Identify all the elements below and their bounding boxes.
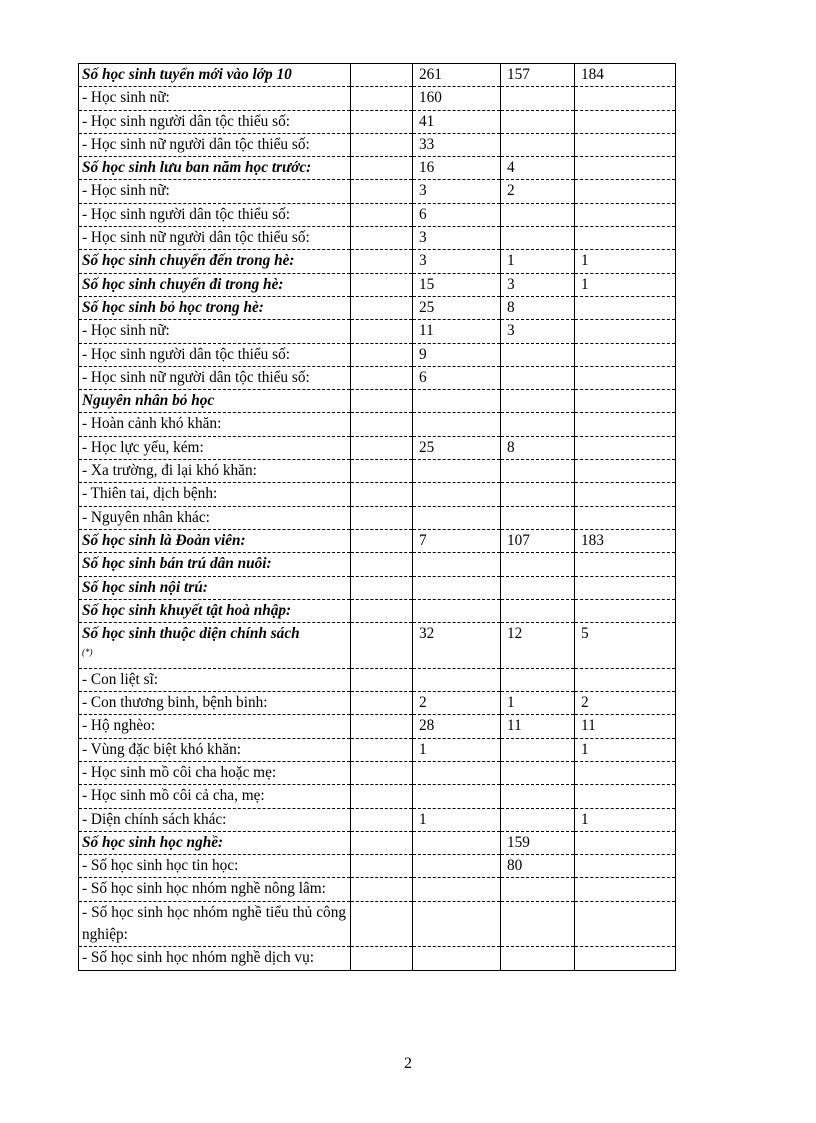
table-row bbox=[79, 413, 676, 436]
value-cell-col4: 2 bbox=[575, 692, 676, 715]
value-cell-col3 bbox=[501, 808, 575, 831]
value-cell-col2: 6 bbox=[413, 203, 501, 226]
value-cell-col4 bbox=[575, 343, 676, 366]
value-cell-col2 bbox=[413, 785, 501, 808]
value-cell-col2: 7 bbox=[413, 529, 501, 552]
row-label-text: Số học sinh là Đoàn viên: bbox=[82, 531, 246, 549]
value-cell-col1 bbox=[351, 343, 413, 366]
value-cell-col1 bbox=[351, 390, 413, 413]
value-cell-col4 bbox=[575, 227, 676, 250]
value-cell-col1 bbox=[351, 133, 413, 156]
value-cell-col4: 1 bbox=[575, 250, 676, 273]
row-label bbox=[79, 553, 351, 576]
value-cell-col2 bbox=[413, 553, 501, 576]
row-label bbox=[79, 343, 351, 366]
table-row bbox=[79, 460, 676, 483]
value-cell-col1 bbox=[351, 785, 413, 808]
value-cell-col2 bbox=[413, 761, 501, 784]
row-label bbox=[79, 180, 351, 203]
row-label-text: - Diện chính sách khác: bbox=[82, 810, 227, 828]
value-cell-col3: 3 bbox=[501, 273, 575, 296]
value-cell-col1 bbox=[351, 599, 413, 622]
row-label bbox=[79, 831, 351, 854]
value-cell-col2: 1 bbox=[413, 738, 501, 761]
row-label-text: Số học sinh bán trú dân nuôi: bbox=[82, 555, 272, 573]
value-cell-col2: 41 bbox=[413, 110, 501, 133]
table-row bbox=[79, 715, 676, 738]
value-cell-col3 bbox=[501, 901, 575, 947]
value-cell-col3: 11 bbox=[501, 715, 575, 738]
value-cell-col3 bbox=[501, 785, 575, 808]
row-label-text: - Học sinh người dân tộc thiểu số: bbox=[82, 345, 290, 363]
value-cell-col3: 4 bbox=[501, 157, 575, 180]
value-cell-col4 bbox=[575, 413, 676, 436]
value-cell-col1 bbox=[351, 460, 413, 483]
value-cell-col3: 2 bbox=[501, 180, 575, 203]
table-row bbox=[79, 506, 676, 529]
row-label bbox=[79, 413, 351, 436]
value-cell-col4 bbox=[575, 947, 676, 970]
row-label-text: Số học sinh chuyển đến trong hè: bbox=[82, 252, 295, 270]
table-row bbox=[79, 738, 676, 761]
row-label bbox=[79, 761, 351, 784]
row-label bbox=[79, 623, 351, 669]
value-cell-col4 bbox=[575, 901, 676, 947]
value-cell-col3: 12 bbox=[501, 623, 575, 669]
value-cell-col1 bbox=[351, 250, 413, 273]
value-cell-col2: 3 bbox=[413, 250, 501, 273]
value-cell-col3 bbox=[501, 366, 575, 389]
value-cell-col2 bbox=[413, 599, 501, 622]
value-cell-col3: 80 bbox=[501, 855, 575, 878]
statistics-table bbox=[78, 63, 676, 971]
row-label-text: - Nguyên nhân khác: bbox=[82, 508, 210, 526]
value-cell-col2: 32 bbox=[413, 623, 501, 669]
value-cell-col4 bbox=[575, 436, 676, 459]
value-cell-col2: 11 bbox=[413, 320, 501, 343]
value-cell-col2 bbox=[413, 413, 501, 436]
value-cell-col4 bbox=[575, 878, 676, 901]
value-cell-col4: 11 bbox=[575, 715, 676, 738]
row-label-text: - Số học sinh học nhóm nghề nông lâm: bbox=[82, 880, 326, 898]
row-label-text: Số học sinh tuyển mới vào lớp 10 bbox=[82, 66, 292, 83]
row-label bbox=[79, 157, 351, 180]
row-label bbox=[79, 273, 351, 296]
table-row bbox=[79, 623, 676, 669]
value-cell-col2 bbox=[413, 831, 501, 854]
value-cell-col4 bbox=[575, 576, 676, 599]
value-cell-col4 bbox=[575, 366, 676, 389]
value-cell-col3 bbox=[501, 460, 575, 483]
row-label-text: - Số học sinh học tin học: bbox=[82, 857, 239, 875]
table-row bbox=[79, 250, 676, 273]
value-cell-col2 bbox=[413, 460, 501, 483]
table-row bbox=[79, 529, 676, 552]
value-cell-col4 bbox=[575, 87, 676, 110]
value-cell-col3 bbox=[501, 599, 575, 622]
table-row bbox=[79, 947, 676, 970]
table-row bbox=[79, 808, 676, 831]
table-row bbox=[79, 320, 676, 343]
value-cell-col4 bbox=[575, 180, 676, 203]
value-cell-col4: 183 bbox=[575, 529, 676, 552]
value-cell-col3: 159 bbox=[501, 831, 575, 854]
row-label-text: Số học sinh thuộc diện chính sách bbox=[82, 625, 300, 643]
value-cell-col2 bbox=[413, 855, 501, 878]
row-label bbox=[79, 506, 351, 529]
footnote-marker: (*) bbox=[82, 647, 93, 658]
value-cell-col3 bbox=[501, 343, 575, 366]
value-cell-col2: 16 bbox=[413, 157, 501, 180]
row-label-text: - Con thương binh, bệnh binh: bbox=[82, 694, 268, 712]
value-cell-col3 bbox=[501, 133, 575, 156]
table-row bbox=[79, 203, 676, 226]
value-cell-col3 bbox=[501, 227, 575, 250]
value-cell-col1 bbox=[351, 831, 413, 854]
table-row bbox=[79, 761, 676, 784]
value-cell-col1 bbox=[351, 436, 413, 459]
value-cell-col3: 1 bbox=[501, 250, 575, 273]
table-row bbox=[79, 227, 676, 250]
value-cell-col3: 157 bbox=[501, 64, 575, 87]
table-row bbox=[79, 157, 676, 180]
value-cell-col4 bbox=[575, 110, 676, 133]
row-label bbox=[79, 366, 351, 389]
value-cell-col3 bbox=[501, 761, 575, 784]
value-cell-col4 bbox=[575, 761, 676, 784]
row-label bbox=[79, 87, 351, 110]
row-label-text: - Thiên tai, dịch bệnh: bbox=[82, 485, 218, 503]
value-cell-col1 bbox=[351, 366, 413, 389]
value-cell-col4 bbox=[575, 785, 676, 808]
value-cell-col2: 261 bbox=[413, 64, 501, 87]
value-cell-col1 bbox=[351, 180, 413, 203]
value-cell-col4: 5 bbox=[575, 623, 676, 669]
value-cell-col3: 1 bbox=[501, 692, 575, 715]
value-cell-col4 bbox=[575, 831, 676, 854]
value-cell-col1 bbox=[351, 87, 413, 110]
value-cell-col2: 160 bbox=[413, 87, 501, 110]
value-cell-col2 bbox=[413, 947, 501, 970]
value-cell-col1 bbox=[351, 203, 413, 226]
value-cell-col2: 33 bbox=[413, 133, 501, 156]
row-label-text: - Con liệt sĩ: bbox=[82, 670, 159, 688]
value-cell-col1 bbox=[351, 320, 413, 343]
row-label-text: - Học sinh người dân tộc thiểu số: bbox=[82, 205, 290, 223]
value-cell-col3 bbox=[501, 668, 575, 691]
row-label bbox=[79, 64, 351, 87]
value-cell-col2: 25 bbox=[413, 296, 501, 319]
row-label bbox=[79, 529, 351, 552]
table-row bbox=[79, 576, 676, 599]
value-cell-col2 bbox=[413, 506, 501, 529]
value-cell-col3 bbox=[501, 738, 575, 761]
row-label-text: - Hoàn cảnh khó khăn: bbox=[82, 415, 222, 433]
value-cell-col1 bbox=[351, 692, 413, 715]
value-cell-col4: 184 bbox=[575, 64, 676, 87]
value-cell-col1 bbox=[351, 761, 413, 784]
value-cell-col3: 107 bbox=[501, 529, 575, 552]
row-label-text: - Hộ nghèo: bbox=[82, 717, 156, 735]
value-cell-col1 bbox=[351, 296, 413, 319]
value-cell-col4 bbox=[575, 483, 676, 506]
row-label-text: Số học sinh khuyết tật hoà nhập: bbox=[82, 601, 292, 619]
value-cell-col3 bbox=[501, 390, 575, 413]
row-label-text: - Học lực yếu, kém: bbox=[82, 438, 204, 456]
row-label bbox=[79, 320, 351, 343]
value-cell-col1 bbox=[351, 901, 413, 947]
row-label bbox=[79, 227, 351, 250]
table-row bbox=[79, 133, 676, 156]
row-label-text: Số học sinh bỏ học trong hè: bbox=[82, 298, 264, 316]
value-cell-col1 bbox=[351, 623, 413, 669]
table-row bbox=[79, 436, 676, 459]
table-row bbox=[79, 878, 676, 901]
table-row bbox=[79, 110, 676, 133]
value-cell-col1 bbox=[351, 110, 413, 133]
value-cell-col3: 8 bbox=[501, 436, 575, 459]
value-cell-col4: 1 bbox=[575, 738, 676, 761]
row-label-text: Số học sinh lưu ban năm học trước: bbox=[82, 159, 312, 177]
value-cell-col1 bbox=[351, 878, 413, 901]
value-cell-col4 bbox=[575, 855, 676, 878]
value-cell-col3 bbox=[501, 553, 575, 576]
value-cell-col3: 3 bbox=[501, 320, 575, 343]
row-label bbox=[79, 878, 351, 901]
row-label bbox=[79, 460, 351, 483]
value-cell-col1 bbox=[351, 947, 413, 970]
value-cell-col4 bbox=[575, 203, 676, 226]
table-row bbox=[79, 296, 676, 319]
value-cell-col4 bbox=[575, 599, 676, 622]
table-row bbox=[79, 483, 676, 506]
row-label-text: - Học sinh nữ: bbox=[82, 89, 170, 107]
row-label-text: Số học sinh chuyển đi trong hè: bbox=[82, 275, 284, 293]
row-label bbox=[79, 250, 351, 273]
row-label bbox=[79, 715, 351, 738]
value-cell-col2: 9 bbox=[413, 343, 501, 366]
row-label bbox=[79, 110, 351, 133]
value-cell-col1 bbox=[351, 227, 413, 250]
row-label bbox=[79, 483, 351, 506]
row-label bbox=[79, 947, 351, 970]
row-label-text: - Học sinh nữ người dân tộc thiểu số: bbox=[82, 368, 310, 386]
value-cell-col3 bbox=[501, 203, 575, 226]
row-label-text: - Học sinh nữ: bbox=[82, 182, 170, 200]
value-cell-col1 bbox=[351, 738, 413, 761]
value-cell-col3 bbox=[501, 110, 575, 133]
value-cell-col1 bbox=[351, 553, 413, 576]
row-label-text: - Học sinh nữ người dân tộc thiểu số: bbox=[82, 229, 310, 247]
table-row bbox=[79, 599, 676, 622]
table-row bbox=[79, 390, 676, 413]
value-cell-col3 bbox=[501, 878, 575, 901]
value-cell-col2: 2 bbox=[413, 692, 501, 715]
value-cell-col2: 28 bbox=[413, 715, 501, 738]
row-label-text: - Học sinh nữ người dân tộc thiểu số: bbox=[82, 135, 310, 153]
row-label-text: Số học sinh học nghề: bbox=[82, 833, 224, 851]
table-row bbox=[79, 366, 676, 389]
row-label-text: - Học sinh mồ côi cả cha, mẹ: bbox=[82, 787, 265, 805]
table-row bbox=[79, 343, 676, 366]
value-cell-col1 bbox=[351, 715, 413, 738]
value-cell-col3 bbox=[501, 413, 575, 436]
table-row bbox=[79, 273, 676, 296]
row-label-text: - Học sinh mồ côi cha hoặc mẹ: bbox=[82, 763, 277, 781]
value-cell-col4 bbox=[575, 460, 676, 483]
value-cell-col2: 3 bbox=[413, 227, 501, 250]
value-cell-col4 bbox=[575, 157, 676, 180]
value-cell-col4 bbox=[575, 296, 676, 319]
table-row bbox=[79, 901, 676, 947]
page-number: 2 bbox=[404, 1055, 412, 1072]
value-cell-col2 bbox=[413, 901, 501, 947]
value-cell-col1 bbox=[351, 529, 413, 552]
value-cell-col4 bbox=[575, 320, 676, 343]
row-label bbox=[79, 855, 351, 878]
row-label bbox=[79, 203, 351, 226]
value-cell-col2 bbox=[413, 576, 501, 599]
value-cell-col4 bbox=[575, 553, 676, 576]
value-cell-col1 bbox=[351, 668, 413, 691]
statistics-table-body bbox=[79, 64, 676, 971]
value-cell-col1 bbox=[351, 808, 413, 831]
table-row bbox=[79, 64, 676, 87]
value-cell-col1 bbox=[351, 483, 413, 506]
value-cell-col4 bbox=[575, 133, 676, 156]
row-label bbox=[79, 668, 351, 691]
row-label bbox=[79, 785, 351, 808]
row-label bbox=[79, 390, 351, 413]
row-label bbox=[79, 436, 351, 459]
value-cell-col3 bbox=[501, 483, 575, 506]
value-cell-col2 bbox=[413, 390, 501, 413]
table-row bbox=[79, 855, 676, 878]
table-row bbox=[79, 180, 676, 203]
value-cell-col4 bbox=[575, 506, 676, 529]
row-label bbox=[79, 576, 351, 599]
value-cell-col3 bbox=[501, 506, 575, 529]
value-cell-col1 bbox=[351, 413, 413, 436]
row-label-text: - Học sinh người dân tộc thiểu số: bbox=[82, 112, 290, 130]
value-cell-col2 bbox=[413, 483, 501, 506]
row-label-text: - Xa trường, đi lại khó khăn: bbox=[82, 462, 257, 480]
row-label bbox=[79, 692, 351, 715]
row-label bbox=[79, 738, 351, 761]
value-cell-col3 bbox=[501, 576, 575, 599]
value-cell-col2: 25 bbox=[413, 436, 501, 459]
value-cell-col1 bbox=[351, 273, 413, 296]
value-cell-col2 bbox=[413, 668, 501, 691]
value-cell-col1 bbox=[351, 64, 413, 87]
row-label-text: - Học sinh nữ: bbox=[82, 322, 170, 340]
value-cell-col3 bbox=[501, 87, 575, 110]
value-cell-col2: 15 bbox=[413, 273, 501, 296]
row-label bbox=[79, 901, 351, 947]
value-cell-col1 bbox=[351, 506, 413, 529]
value-cell-col2: 3 bbox=[413, 180, 501, 203]
value-cell-col4 bbox=[575, 668, 676, 691]
value-cell-col1 bbox=[351, 576, 413, 599]
value-cell-col3 bbox=[501, 947, 575, 970]
value-cell-col2: 6 bbox=[413, 366, 501, 389]
value-cell-col4: 1 bbox=[575, 808, 676, 831]
table-row bbox=[79, 87, 676, 110]
row-label-text: Nguyên nhân bỏ học bbox=[82, 392, 215, 410]
value-cell-col1 bbox=[351, 157, 413, 180]
row-label-text: - Vùng đặc biệt khó khăn: bbox=[82, 740, 242, 758]
row-label bbox=[79, 133, 351, 156]
value-cell-col4 bbox=[575, 390, 676, 413]
table-row bbox=[79, 692, 676, 715]
table-row bbox=[79, 831, 676, 854]
value-cell-col1 bbox=[351, 855, 413, 878]
table-row bbox=[79, 668, 676, 691]
row-label-text: Số học sinh nội trú: bbox=[82, 578, 208, 596]
row-label bbox=[79, 599, 351, 622]
table-row bbox=[79, 553, 676, 576]
row-label-text: - Số học sinh học nhóm nghề tiểu thủ công nghiệp: bbox=[82, 903, 346, 943]
value-cell-col3: 8 bbox=[501, 296, 575, 319]
value-cell-col4: 1 bbox=[575, 273, 676, 296]
row-label bbox=[79, 296, 351, 319]
table-row bbox=[79, 785, 676, 808]
row-label bbox=[79, 808, 351, 831]
row-label-text: - Số học sinh học nhóm nghề dịch vụ: bbox=[82, 949, 314, 967]
value-cell-col2: 1 bbox=[413, 808, 501, 831]
value-cell-col2 bbox=[413, 878, 501, 901]
